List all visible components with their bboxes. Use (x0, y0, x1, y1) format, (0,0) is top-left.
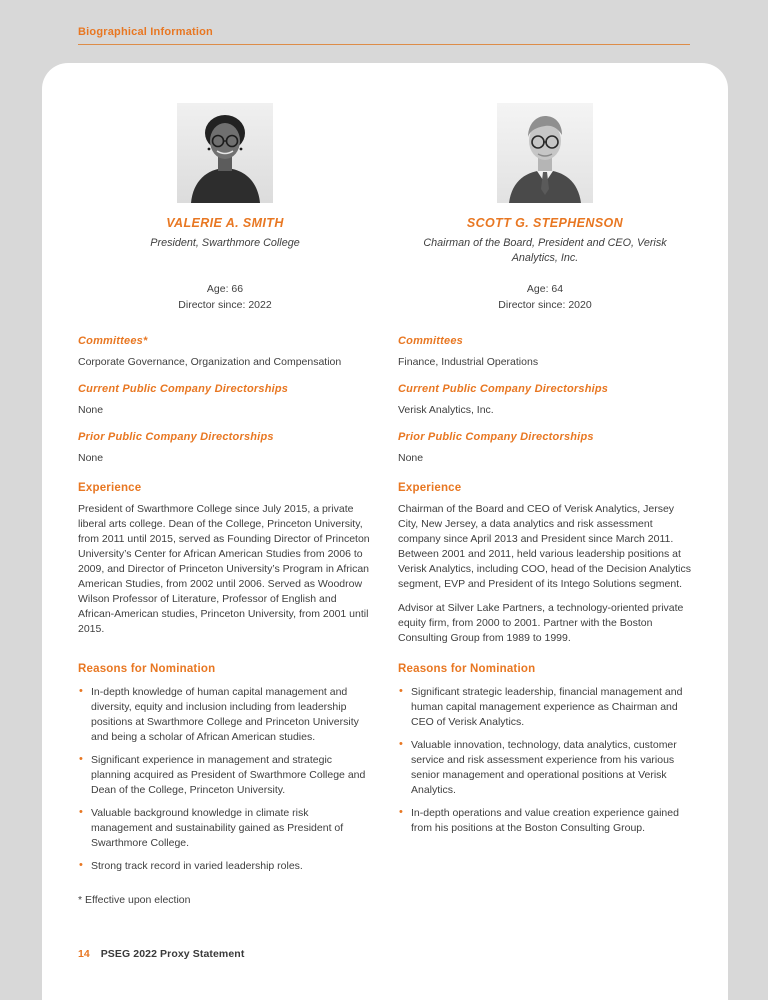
reason-bullet: • Valuable innovation, technology, data analytics, customer service and risk assessment experience from his various senior management and operational positions at Verisk Analytics. (398, 738, 692, 798)
experience-paragraph: Advisor at Silver Lake Partners, a technology-oriented private equity firm, from 2000 to 2001. Partner with the Boston Consulting Group from 1989 to 1999. (398, 602, 684, 644)
director-age-block (78, 281, 372, 313)
director-profile-left (78, 63, 372, 266)
committees-value: Corporate Governance, Organization and Compensation (78, 356, 342, 368)
reasons-section (78, 662, 372, 908)
director-age: Age: 64 (526, 283, 564, 295)
committees-section (398, 334, 692, 370)
current-directorships-value: None (78, 404, 104, 416)
reason-bullet: • Strong track record in varied leadership roles. (78, 859, 372, 874)
reason-bullet: • Significant experience in management and strategic planning acquired as President of Swarthmore College and Dean of the College, Princeton University. (78, 753, 372, 798)
director-profile-right (398, 63, 692, 266)
page-footer (78, 948, 244, 960)
reason-bullet: • Valuable background knowledge in climate risk management and sustainability gained as President of Swarthmore College. (78, 806, 372, 851)
experience-paragraph: President of Swarthmore College since July 2015, a private liberal arts college. Dean of the College, Princeton University, from 2011 until 2015, served as Founding Director of Princeton University’s Center for African American Studies from 2006 to 2009, and Director of Princeton University’s Program in African American Studies, from 2002 until 2006. Served as Woodrow Wilson Professor of Literature, Professor of English and African-American studies, Princeton University, from 2001 until 2015. (78, 503, 370, 635)
reason-bullet: • In-depth operations and value creation experience gained from his positions at the Boston Consulting Group. (398, 806, 692, 836)
experience-heading: Experience (398, 482, 462, 494)
prior-directorships-heading: Prior Public Company Directorships (398, 431, 594, 443)
reasons-section (398, 662, 692, 908)
portrait-valerie-smith-photo (177, 103, 273, 203)
experience-heading: Experience (78, 482, 142, 494)
current-directorships-section (398, 382, 692, 418)
committees-footnote: * Effective upon election (78, 894, 191, 906)
prior-directorships-value: None (398, 452, 424, 464)
experience-section (398, 481, 692, 646)
prior-directorships-heading: Prior Public Company Directorships (78, 431, 274, 443)
current-directorships-heading: Current Public Company Directorships (398, 383, 609, 395)
committees-heading: Committees* (78, 335, 148, 347)
reasons-heading: Reasons for Nomination (398, 663, 536, 675)
director-title: Chairman of the Board, President and CEO, Verisk Analytics, Inc. (423, 237, 667, 264)
director-name: SCOTT G. STEPHENSON (466, 216, 624, 230)
director-title: President, Swarthmore College (150, 237, 300, 249)
current-directorships-value: Verisk Analytics, Inc. (398, 404, 494, 416)
director-since: Director since: 2020 (498, 299, 592, 311)
current-directorships-heading: Current Public Company Directorships (78, 383, 289, 395)
biography-card (42, 63, 728, 1000)
experience-paragraph: Chairman of the Board and CEO of Verisk Analytics, Jersey City, New Jersey, a data analytics and risk assessment company since April 2013 and President since March 2011. Between 2001 and 2011, held various leadership positions at Verisk Analytics, including COO, head of the Decision Analytics segment, EVP and President of its Intego Solutions segment. (398, 503, 691, 590)
prior-directorships-section (78, 430, 372, 466)
reason-bullet: • In-depth knowledge of human capital management and diversity, equity and inclusion including from leadership positions at Swarthmore College and Princeton University and being a scholar of African American studies. (78, 685, 372, 745)
page-section-title: Biographical Information (78, 26, 690, 45)
page-number: 14 (78, 948, 90, 960)
director-since: Director since: 2022 (178, 299, 272, 311)
reasons-heading: Reasons for Nomination (78, 663, 216, 675)
prior-directorships-section (398, 430, 692, 466)
director-columns (78, 63, 692, 922)
prior-directorships-value: None (78, 452, 104, 464)
experience-section (78, 481, 372, 646)
reason-bullet: • Significant strategic leadership, financial management and human capital management experience as Chairman and CEO of Verisk Analytics. (398, 685, 692, 730)
director-age-block (398, 281, 692, 313)
director-name: VALERIE A. SMITH (166, 216, 284, 230)
document-title: PSEG 2022 Proxy Statement (100, 948, 245, 960)
committees-value: Finance, Industrial Operations (398, 356, 539, 368)
committees-heading: Committees (398, 335, 463, 347)
director-age: Age: 66 (206, 283, 244, 295)
current-directorships-section (78, 382, 372, 418)
committees-section (78, 334, 372, 370)
portrait-scott-stephenson-photo (497, 103, 593, 203)
